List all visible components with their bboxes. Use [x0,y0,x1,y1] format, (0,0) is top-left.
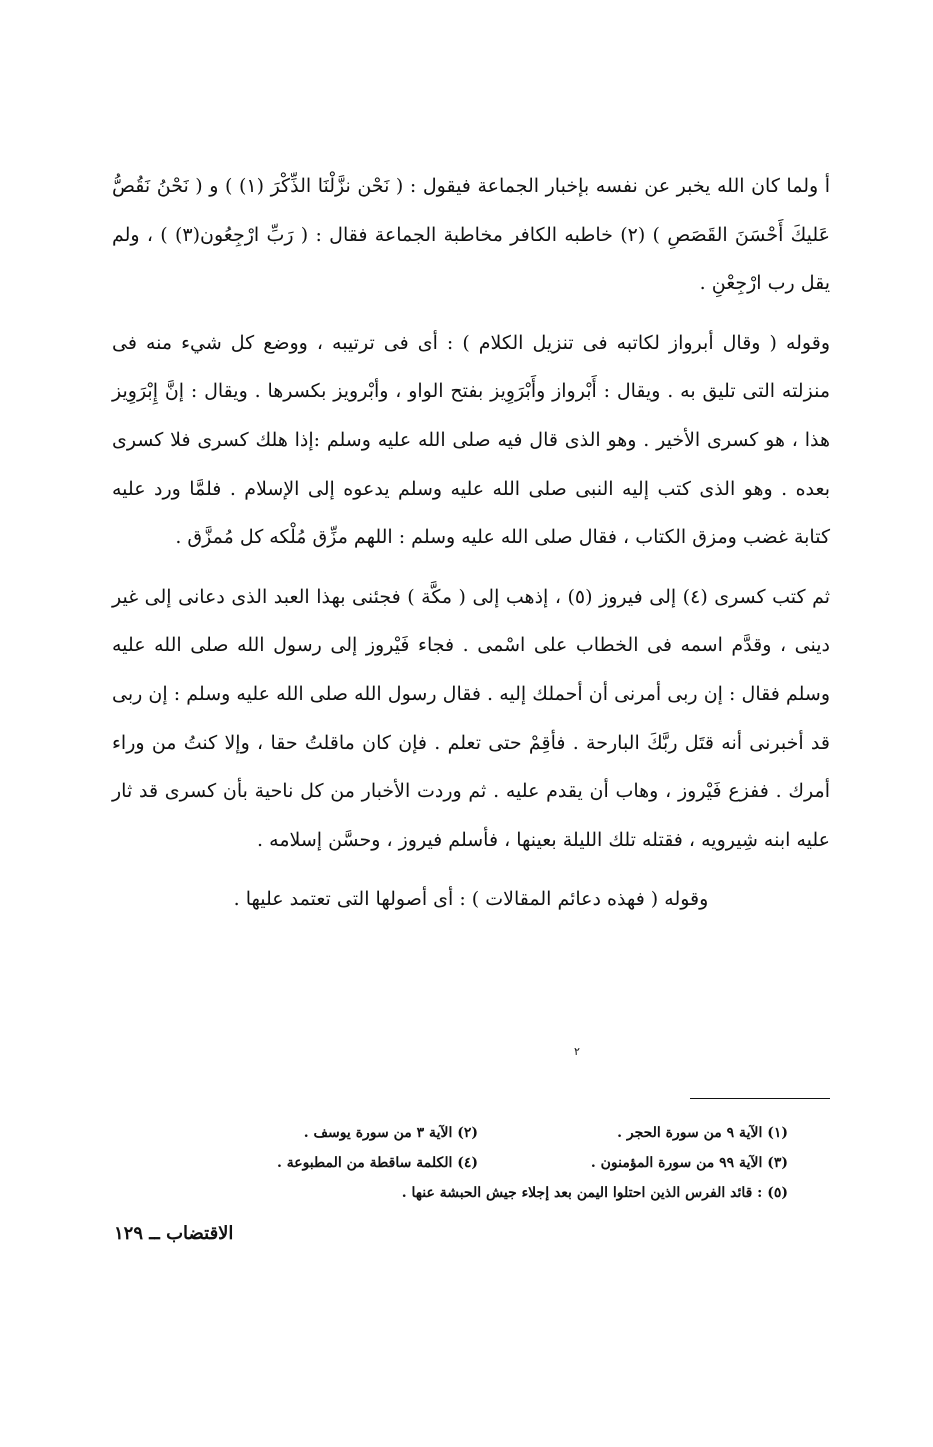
footnote-row [112,1118,788,1148]
footnote-row [112,1148,788,1178]
footnote-4: (٤) الكلمة ساقطة من المطبوعة . [276,1155,478,1171]
footnote-divider [690,1098,830,1099]
footnotes [112,1118,788,1208]
footnote-2: (٢) الآية ٣ من سورة يوسف . [303,1125,478,1141]
footnote-5: (٥) : قائد الفرس الذين احتلوا اليمن بعد إجلاء جيش الحبشة عنها . [401,1185,788,1201]
paragraph-1: أ ولما كان الله يخبر عن نفسه بإخبار الجماعة فيقول : ( نَحْن نزَّلْنَا الذِّكْرَ (١) ) و ( نَحْنُ نَقُصُّ عَليكَ أَحْسَنَ القَصَصِ ) (٢) خاطبه الكافر مخاطبة الجماعة فقال : ( رَبِّ ارْجِعُون(٣) ) ، ولم يقل رب ارْجِعْنِ . [112,175,831,295]
footnote-row [112,1178,788,1208]
paragraph-4: وقوله ( فهذه دعائم المقالات ) : أى أصولها التى تعتمد عليها . [233,888,709,911]
page-folio: الاقتضاب ــ ١٢٩ [114,1223,234,1244]
page-mark: ٢ [574,1045,580,1058]
footnote-1: (١) الآية ٩ من سورة الحجر . [617,1125,788,1141]
footnote-3: (٣) الآية ٩٩ من سورة المؤمنون . [590,1155,788,1171]
paragraph-3: ثم كتب كسرى (٤) إلى فيروز (٥) ، إذهب إلى ( مكَّة ) فجئنى بهذا العبد الذى دعانى إلى غير دينى ، وقدَّم اسمه فى الخطاب على اسْمى . فجاء فَيْروز إلى رسول الله صلى الله عليه وسلم فقال : إن ربى أمرنى أن أحملك إليه . فقال رسول الله صلى الله عليه وسلم : إن ربى قد أخبرنى أنه قتَل ربَّكَ البارحة . فأقِمْ حتى تعلم . فإن كان ماقلتُ حقا ، وإلا كنتُ من وراء أمرك . ففزع فَيْروز ، وهاب أن يقدم عليه . ثم وردت الأخبار من كل ناحية بأن كسرى قد ثار عليه ابنه شِيرويه ، فقتله تلك الليلة بعينها ، فأسلم فيروز ، وحسَّن إسلامه . [112,585,831,851]
main-text [112,162,830,924]
paragraph-2: وقوله ( وقال أبرواز لكاتبه فى تنزيل الكلام ) : أى فى ترتيبه ، ووضع كل شيء منه فى منزلته التى تليق به . ويقال : أَبْرواز وأَبْرَوِيز بفتح الواو ، وأبْرويز بكسرها . ويقال : إنَّ إِبْرَوِيز هذا ، هو كسرى الأخير . وهو الذى قال فيه صلى الله عليه وسلم :إذا هلك كسرى فلا كسرى بعده . وهو الذى كتب إليه النبى صلى الله عليه وسلم يدعوه إلى الإسلام . فلمَّا ورد عليه كتابة غضب ومزق الكتاب ، فقال صلى الله عليه وسلم : اللهم مزِّق مُلْكه كل مُمزَّق . [112,331,830,549]
